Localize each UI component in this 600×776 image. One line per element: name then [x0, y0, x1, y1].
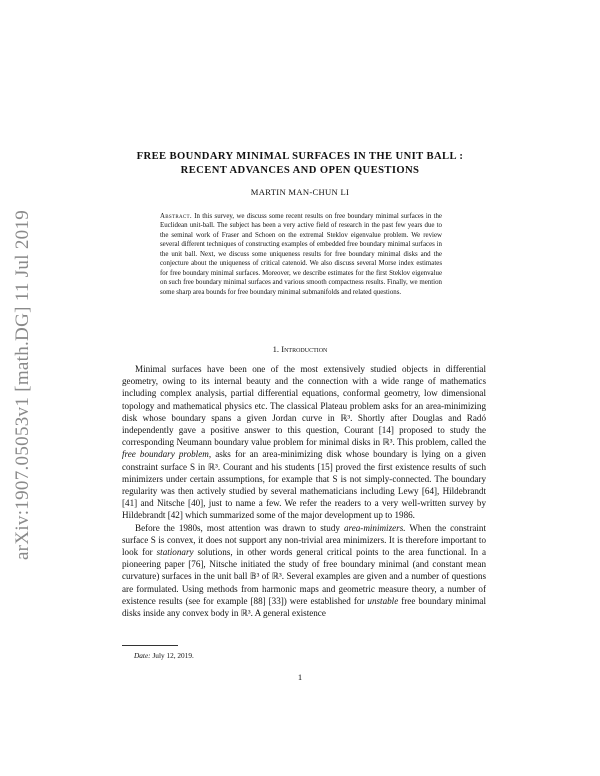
para2-text-c: solutions, in other words general critical points to the area functional. In a pioneering paper [76], Nitsche initiated the study of free boundary minimal (and constant mean curvature) surfaces in the unit ball 𝔹³ of ℝ³. Several examples are given and a number of questions are formulated. Using methods from harmonic maps and geometric measure theory, a number of existence results (see for example [88] [33]) were established for	[122, 547, 486, 606]
title-line-2: RECENT ADVANCES AND OPEN QUESTIONS	[180, 165, 420, 176]
para1-emphasis: free boundary problem,	[122, 449, 212, 460]
page-number: 1	[297, 672, 303, 682]
para2-emphasis-1: area-minimizers.	[343, 522, 406, 533]
paragraph-2	[122, 522, 486, 620]
date-footnote	[134, 651, 194, 660]
para1-text-b: asks for an area-minimizing disk whose boundary is lying on a given constraint surface S in ℝ³. Courant and his students [15] proved the first existence results of such minimizers under certain assumptions, for example that S is not simply-connected. The boundary regularity was then actively studied by several mathematicians including Lewy [64], Hildebrandt [41] and Nitsche [40], just to name a few. We refer the readers to a very well-written survey by Hildebrandt [42] which summarized some of the major development up to 1986.	[122, 449, 486, 521]
para2-text-d: free boundary minimal disks inside any convex body in ℝ³. A general existence	[122, 595, 486, 619]
para2-emphasis-3: unstable	[367, 595, 399, 606]
abstract-label: Abstract.	[160, 213, 192, 220]
body-text	[122, 363, 486, 619]
paper-title	[110, 150, 490, 178]
section-title: Introduction	[281, 344, 328, 354]
arxiv-identifier-stamp	[10, 190, 36, 580]
para2-emphasis-2: stationary	[156, 547, 194, 558]
para2-text-a: Before the 1980s, most attention was drawn to study	[135, 522, 340, 533]
para1-text-a: Minimal surfaces have been one of the most extensively studied objects in differential geometry, owing to its internal beauty and the connection with a wide range of mathematics including complex analysis, partial differential equations, conformal geometry, low dimensional topology and mathematical physics etc. The classical Plateau problem asks for an area-minimizing disk whose boundary spans a given Jordan curve in ℝ³. Shortly after Douglas and Radó independently gave a positive answer to this question, Courant [14] proposed to study the corresponding Neumann boundary value problem for minimal disks in ℝ³. This problem, called the	[122, 364, 486, 448]
abstract	[160, 212, 442, 297]
title-line-1: FREE BOUNDARY MINIMAL SURFACES IN THE UNIT BALL :	[136, 151, 464, 162]
abstract-text: In this survey, we discuss some recent results on free boundary minimal surfaces in the Euclidean unit-ball. The subject has been a very active field of research in the past few years due to the seminal work of Fraser and Schoen on the extremal Steklov eigenvalue problem. We review several different techniques of constructing examples of embedded free boundary minimal surfaces in the unit ball. Next, we discuss some uniqueness results for free boundary minimal disks and the conjecture about the uniqueness of critical catenoid. We also discuss several Morse index estimates for free boundary minimal surfaces. Moreover, we describe estimates for the first Steklov eigenvalue on such free boundary minimal surfaces and various smooth compactness results. Finally, we mention some sharp area bounds for free boundary minimal submanifolds and related questions.	[160, 213, 442, 296]
footnote-value: July 12, 2019.	[152, 651, 194, 660]
arxiv-identifier-text: arXiv:1907.05053v1 [math.DG] 11 Jul 2019	[12, 209, 33, 561]
author-name: MARTIN MAN-CHUN LI	[250, 187, 350, 197]
footnote-label: Date:	[134, 651, 151, 660]
footnote-rule	[122, 645, 178, 646]
paragraph-1	[122, 363, 486, 522]
para2-text-b: When the constraint surface S is convex, it does not support any non-trivial area minimizers. It is therefore important to look for	[122, 522, 486, 558]
section-heading	[110, 344, 490, 354]
section-number: 1.	[272, 344, 280, 354]
